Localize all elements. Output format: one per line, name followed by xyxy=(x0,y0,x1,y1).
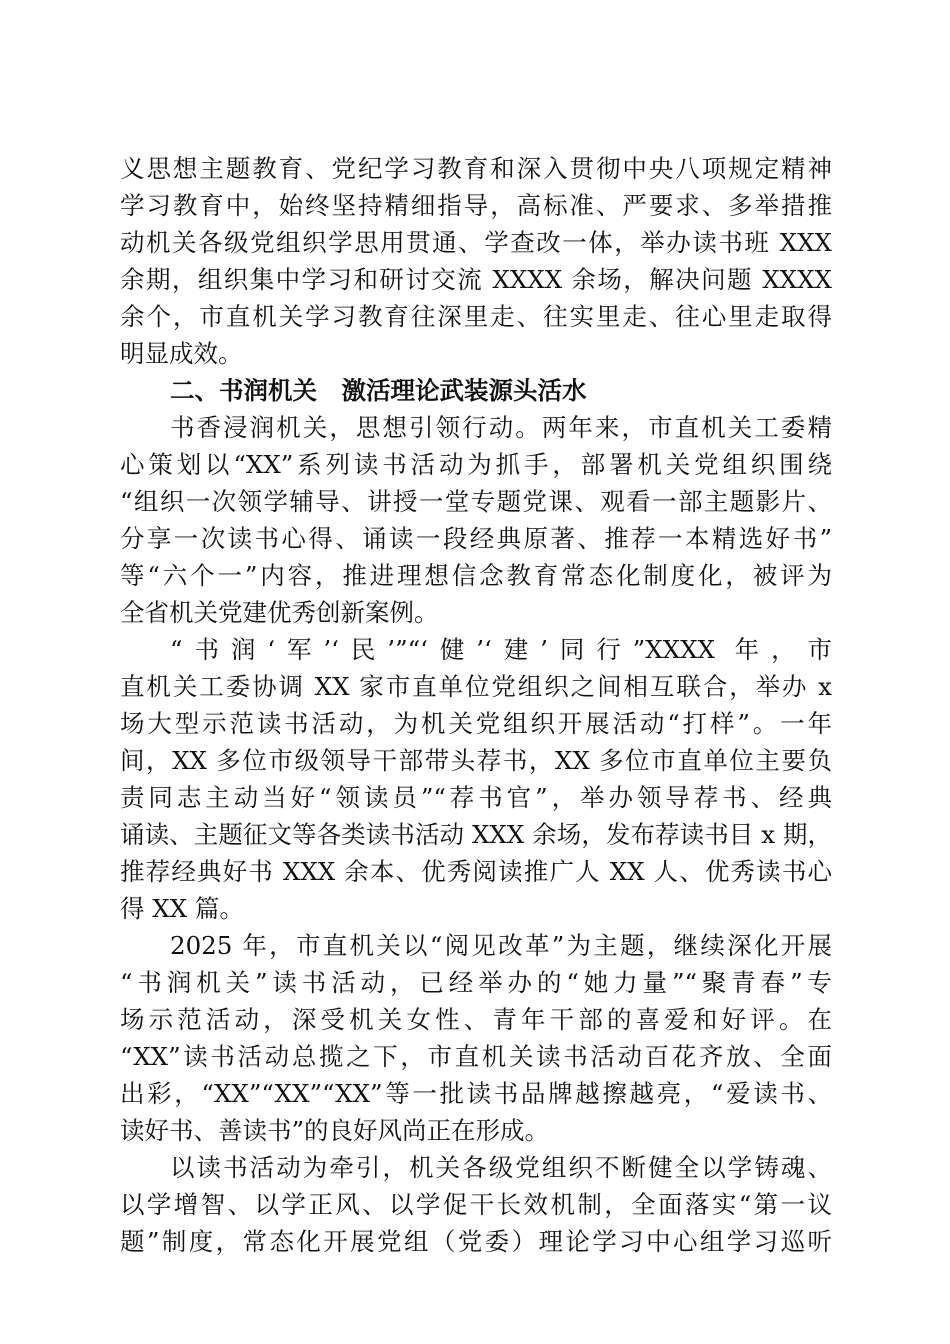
text-line: 学习教育中，始终坚持精细指导，高标准、严要求、多举措推 xyxy=(120,191,832,220)
text-line: 场大型示范读书活动，为机关党组织开展活动“打样”。一年 xyxy=(120,709,832,738)
section-heading: 二、书润机关 激活理论武装源头活水 xyxy=(170,376,587,405)
text-line: 动机关各级党组织学思用贯通、学查改一体，举办读书班 XXX xyxy=(120,228,832,257)
text-line: 等“六个一”内容，推进理想信念教育常态化制度化，被评为 xyxy=(120,561,832,590)
text-line: “书润机关”读书活动，已经举办的“她力量”“聚青春”专 xyxy=(120,968,832,997)
text-line: 推荐经典好书 XXX 余本、优秀阅读推广人 XX 人、优秀读书心 xyxy=(120,857,832,886)
text-line: 间，XX 多位市级领导干部带头荐书，XX 多位市直单位主要负 xyxy=(120,746,832,775)
text-line: 诵读、主题征文等各类读书活动 XXX 余场，发布荐读书目 x 期， xyxy=(120,820,832,849)
text-line: 场示范活动，深受机关女性、青年干部的喜爱和好评。在 xyxy=(120,1005,832,1034)
text-line: 余个，市直机关学习教育往深里走、往实里走、往心里走取得 xyxy=(120,302,832,331)
text-line: 出彩，“XX”“XX”“XX”等一批读书品牌越擦越亮，“爱读书、 xyxy=(120,1079,832,1108)
text-line: 余期，组织集中学习和研讨交流 XXXX 余场，解决问题 XXXX xyxy=(120,265,832,294)
text-line: “组织一次领学辅导、讲授一堂专题党课、观看一部主题影片、 xyxy=(120,487,832,516)
text-line: 分享一次读书心得、诵读一段经典原著、推荐一本精选好书” xyxy=(120,524,832,553)
text-line: 责同志主动当好“领读员”“荐书官”，举办领导荐书、经典 xyxy=(120,783,832,812)
text-line: 直机关工委协调 XX 家市直单位党组织之间相互联合，举办 x xyxy=(120,672,832,701)
text-line: 以学增智、以学正风、以学促干长效机制，全面落实“第一议 xyxy=(120,1190,832,1219)
text-line: 读好书、善读书”的良好风尚正在形成。 xyxy=(120,1116,550,1145)
text-line: 以读书活动为牵引，机关各级党组织不断健全以学铸魂、 xyxy=(170,1153,832,1182)
text-line: 全省机关党建优秀创新案例。 xyxy=(120,598,439,627)
text-line: 2025 年，市直机关以“阅见改革”为主题，继续深化开展 xyxy=(170,931,832,960)
text-line: 心策划以“XX”系列读书活动为抓手，部署机关党组织围绕 xyxy=(120,450,832,479)
text-line: “书润‘军’‘民’”“‘健’‘建’同行”XXXX 年，市 xyxy=(170,635,832,664)
text-line: 义思想主题教育、党纪学习教育和深入贯彻中央八项规定精神 xyxy=(120,154,832,183)
text-line: 明显成效。 xyxy=(120,339,243,368)
text-line: “XX”读书活动总揽之下，市直机关读书活动百花齐放、全面 xyxy=(120,1042,832,1071)
text-line: 得 XX 篇。 xyxy=(120,894,244,923)
text-line: 书香浸润机关，思想引领行动。两年来，市直机关工委精 xyxy=(170,413,832,442)
document-body xyxy=(120,150,832,1260)
text-line: 题”制度，常态化开展党组（党委）理论学习中心组学习巡听 xyxy=(120,1227,832,1256)
